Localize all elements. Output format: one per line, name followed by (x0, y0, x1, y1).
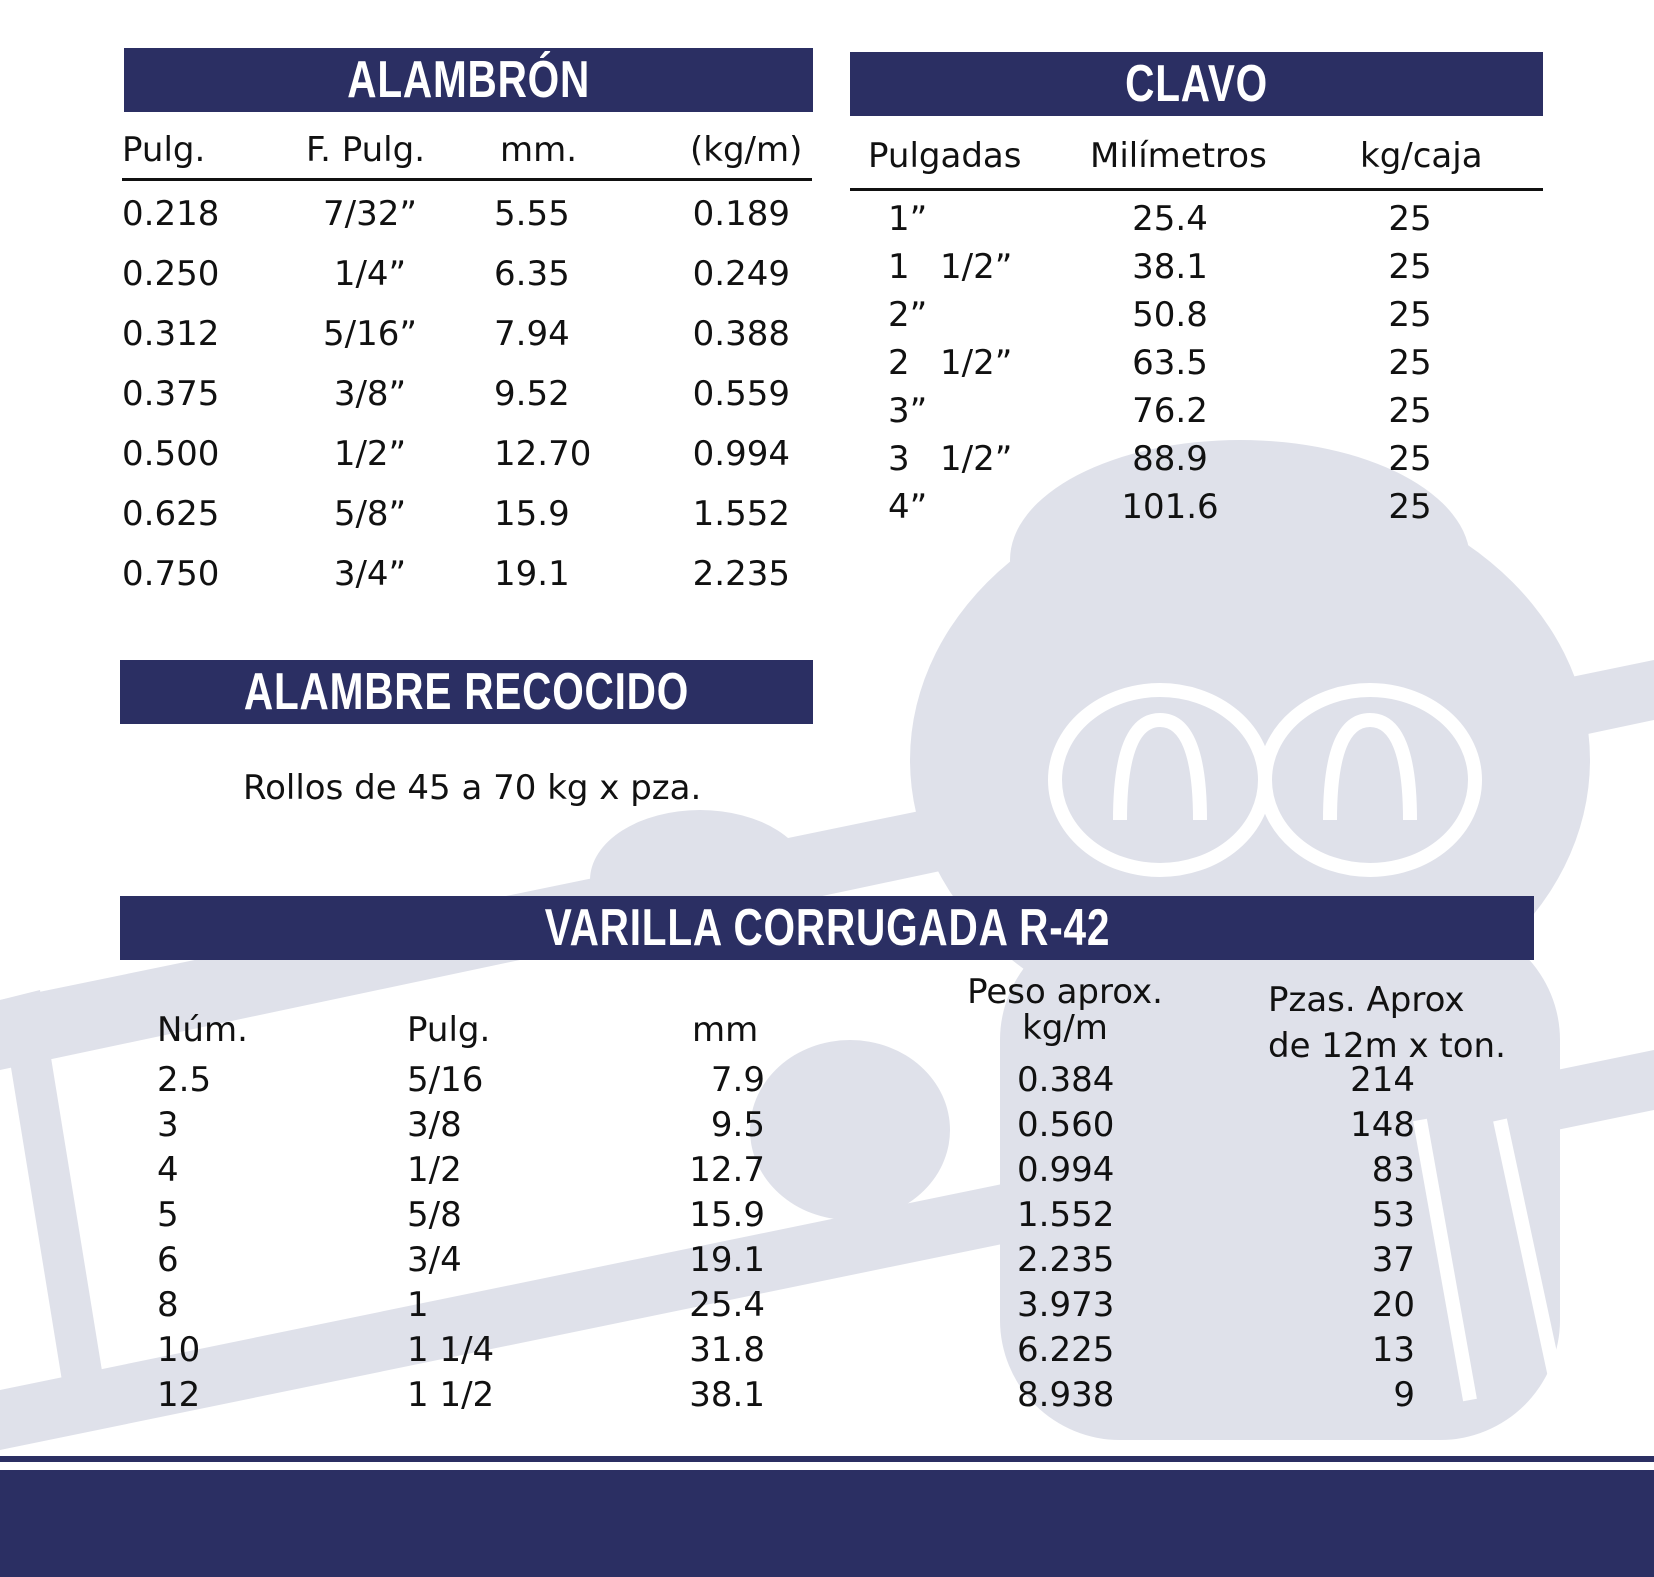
varilla-cell: 0.994 (1017, 1150, 1115, 1190)
varilla-cell: 0.560 (1017, 1105, 1115, 1145)
alambron-cell: 9.52 (494, 374, 570, 414)
clavo-cell: 25 (1388, 199, 1432, 239)
varilla-cell: 3 (157, 1105, 179, 1145)
varilla-cell: 148 (1350, 1105, 1415, 1145)
varilla-header-mm: mm (692, 1010, 759, 1050)
varilla-cell: 3.973 (1017, 1285, 1115, 1325)
clavo-cell: 25 (1388, 343, 1432, 383)
alambron-header-pulg: Pulg. (122, 130, 206, 170)
alambron-cell: 0.250 (122, 254, 220, 294)
alambron-title: ALAMBRÓN (347, 51, 590, 109)
varilla-cell: 1 1/4 (407, 1330, 495, 1370)
varilla-title: VARILLA CORRUGADA R-42 (544, 899, 1110, 957)
clavo-cell: 25 (1388, 247, 1432, 287)
clavo-title-banner (850, 52, 1543, 116)
alambron-cell: 5/8” (333, 494, 407, 534)
alambron-header-rule (122, 178, 812, 181)
alambron-cell: 0.312 (122, 314, 220, 354)
alambron-title-banner (124, 48, 813, 112)
varilla-cell: 214 (1350, 1060, 1415, 1100)
varilla-cell: 4 (157, 1150, 179, 1190)
varilla-cell: 1 1/2 (407, 1375, 495, 1415)
varilla-cell: 12.7 (689, 1150, 765, 1190)
varilla-cell: 10 (157, 1330, 201, 1370)
clavo-cell: 25 (1388, 439, 1432, 479)
clavo-cell: 76.2 (1132, 391, 1208, 431)
varilla-header-peso-1: Peso aprox. (967, 972, 1163, 1012)
varilla-cell: 5/16 (407, 1060, 484, 1100)
varilla-cell: 6 (157, 1240, 179, 1280)
clavo-title: CLAVO (1125, 55, 1268, 113)
alambron-cell: 0.249 (692, 254, 790, 294)
varilla-cell: 2.5 (157, 1060, 212, 1100)
varilla-cell: 5 (157, 1195, 179, 1235)
varilla-title-banner (120, 896, 1534, 960)
alambron-cell: 5.55 (494, 194, 570, 234)
recocido-text: Rollos de 45 a 70 kg x pza. (243, 768, 702, 808)
alambron-cell: 5/16” (323, 314, 417, 354)
varilla-cell: 12 (157, 1375, 201, 1415)
varilla-cell: 1/2 (407, 1150, 462, 1190)
varilla-header-peso-2: kg/m (1022, 1008, 1108, 1048)
alambron-header-fpulg: F. Pulg. (306, 130, 425, 170)
varilla-cell: 53 (1371, 1195, 1415, 1235)
clavo-cell: 1/2” (940, 439, 1013, 479)
alambron-cell: 15.9 (494, 494, 570, 534)
alambron-cell: 0.218 (122, 194, 220, 234)
varilla-cell: 1 (407, 1285, 429, 1325)
varilla-cell: 37 (1371, 1240, 1415, 1280)
footer-band (0, 1470, 1654, 1577)
clavo-header-milimetros: Milímetros (1090, 136, 1267, 176)
alambron-cell: 12.70 (494, 434, 592, 474)
varilla-cell: 6.225 (1017, 1330, 1115, 1370)
alambron-cell: 7/32” (323, 194, 417, 234)
alambron-cell: 0.388 (692, 314, 790, 354)
varilla-cell: 3/8 (407, 1105, 462, 1145)
varilla-cell: 38.1 (689, 1375, 765, 1415)
clavo-cell: 25 (1388, 487, 1432, 527)
varilla-cell: 20 (1371, 1285, 1415, 1325)
varilla-header-pzas-2: de 12m x ton. (1268, 1026, 1506, 1066)
varilla-cell: 2.235 (1017, 1240, 1115, 1280)
alambron-cell: 1/2” (333, 434, 407, 474)
clavo-cell: 25.4 (1132, 199, 1208, 239)
alambron-cell: 0.375 (122, 374, 220, 414)
varilla-header-num: Núm. (157, 1010, 248, 1050)
varilla-header-pulg: Pulg. (407, 1010, 491, 1050)
alambron-cell: 0.189 (692, 194, 790, 234)
clavo-cell: 2” (888, 295, 928, 335)
clavo-cell: 4” (888, 487, 928, 527)
clavo-cell: 38.1 (1132, 247, 1208, 287)
clavo-cell: 1/2” (940, 247, 1013, 287)
clavo-cell: 25 (1388, 295, 1432, 335)
clavo-cell: 1 (888, 247, 910, 287)
alambron-cell: 3/4” (333, 554, 407, 594)
varilla-cell: 19.1 (689, 1240, 765, 1280)
alambron-cell: 7.94 (494, 314, 570, 354)
alambron-cell: 0.750 (122, 554, 220, 594)
varilla-cell: 0.384 (1017, 1060, 1115, 1100)
alambron-cell: 1/4” (333, 254, 407, 294)
varilla-cell: 31.8 (689, 1330, 765, 1370)
alambron-cell: 0.625 (122, 494, 220, 534)
clavo-cell: 25 (1388, 391, 1432, 431)
varilla-cell: 25.4 (689, 1285, 765, 1325)
footer-thin-stripe (0, 1456, 1654, 1462)
alambron-header-kgm: (kg/m) (690, 130, 803, 170)
varilla-cell: 9.5 (710, 1105, 765, 1145)
varilla-cell: 3/4 (407, 1240, 462, 1280)
recocido-title-banner (120, 660, 813, 785)
alambron-cell: 0.559 (692, 374, 790, 414)
clavo-cell: 3” (888, 391, 928, 431)
clavo-cell: 50.8 (1132, 295, 1208, 335)
clavo-cell: 101.6 (1121, 487, 1219, 527)
clavo-cell: 63.5 (1132, 343, 1208, 383)
varilla-header-pzas-1: Pzas. Aprox (1268, 980, 1465, 1020)
varilla-cell: 7.9 (710, 1060, 765, 1100)
varilla-cell: 8.938 (1017, 1375, 1115, 1415)
alambron-cell: 1.552 (692, 494, 790, 534)
clavo-header-rule (850, 188, 1543, 191)
varilla-cell: 1.552 (1017, 1195, 1115, 1235)
varilla-cell: 83 (1371, 1150, 1415, 1190)
clavo-header-pulgadas: Pulgadas (868, 136, 1022, 176)
clavo-cell: 88.9 (1132, 439, 1208, 479)
clavo-cell: 1/2” (940, 343, 1013, 383)
alambron-header-mm: mm. (500, 130, 578, 170)
alambron-cell: 19.1 (494, 554, 570, 594)
alambron-cell: 0.994 (692, 434, 790, 474)
alambron-cell: 2.235 (692, 554, 790, 594)
varilla-cell: 9 (1393, 1375, 1415, 1415)
alambron-cell: 6.35 (494, 254, 570, 294)
clavo-header-kgcaja: kg/caja (1360, 136, 1483, 176)
clavo-cell: 2 (888, 343, 910, 383)
alambron-cell: 3/8” (333, 374, 407, 414)
alambron-cell: 0.500 (122, 434, 220, 474)
clavo-cell: 1” (888, 199, 928, 239)
varilla-cell: 13 (1371, 1330, 1415, 1370)
varilla-cell: 5/8 (407, 1195, 462, 1235)
clavo-cell: 3 (888, 439, 910, 479)
recocido-title: ALAMBRE RECOCIDO CAL. 16 (243, 663, 690, 785)
varilla-cell: 8 (157, 1285, 179, 1325)
varilla-cell: 15.9 (689, 1195, 765, 1235)
